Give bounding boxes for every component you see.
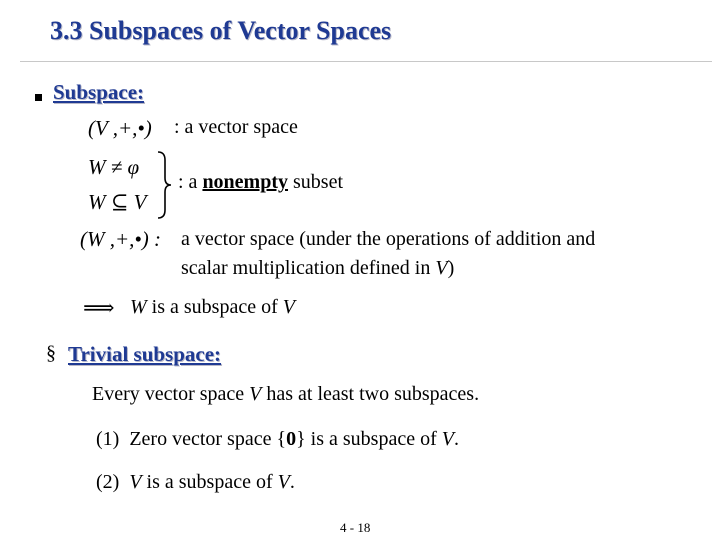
trivial-item-1: (1) Zero vector space {0} is a subspace of V. (96, 428, 459, 450)
trivial-statement: Every vector space V has at least two subspaces. (92, 383, 480, 405)
page-title: 3.3 Subspaces of Vector Spaces (50, 16, 392, 45)
right-brace-icon (154, 150, 176, 220)
nonempty-subset-desc: : a nonempty subset (178, 171, 344, 193)
vector-space-math: (V ,+,•) (88, 116, 152, 140)
section-bullet-icon: § (46, 342, 56, 364)
trivial-item-2: (2) V is a subspace of V. (96, 471, 295, 493)
w-vector-space-desc-line1: a vector space (under the operations of addition and (181, 228, 596, 250)
w-vector-space-math: (W ,+,•) : (80, 227, 161, 251)
square-bullet-icon (35, 94, 42, 101)
w-subset-math: W ⊆ V (88, 190, 147, 214)
vector-space-desc: : a vector space (174, 116, 298, 138)
subspace-conclusion: W is a subspace of V (130, 296, 295, 318)
page-number: 4 - 18 (340, 520, 371, 535)
nonempty-word: nonempty (202, 171, 289, 193)
title-divider (20, 61, 712, 62)
subspace-heading: Subspace: (53, 80, 145, 104)
w-vector-space-desc-line2: scalar multiplication defined in V) (181, 257, 455, 279)
w-nonempty-math: W ≠ φ (88, 155, 140, 179)
implies-arrow-icon: ⟹ (83, 295, 115, 320)
trivial-subspace-heading: Trivial subspace: (68, 342, 222, 366)
